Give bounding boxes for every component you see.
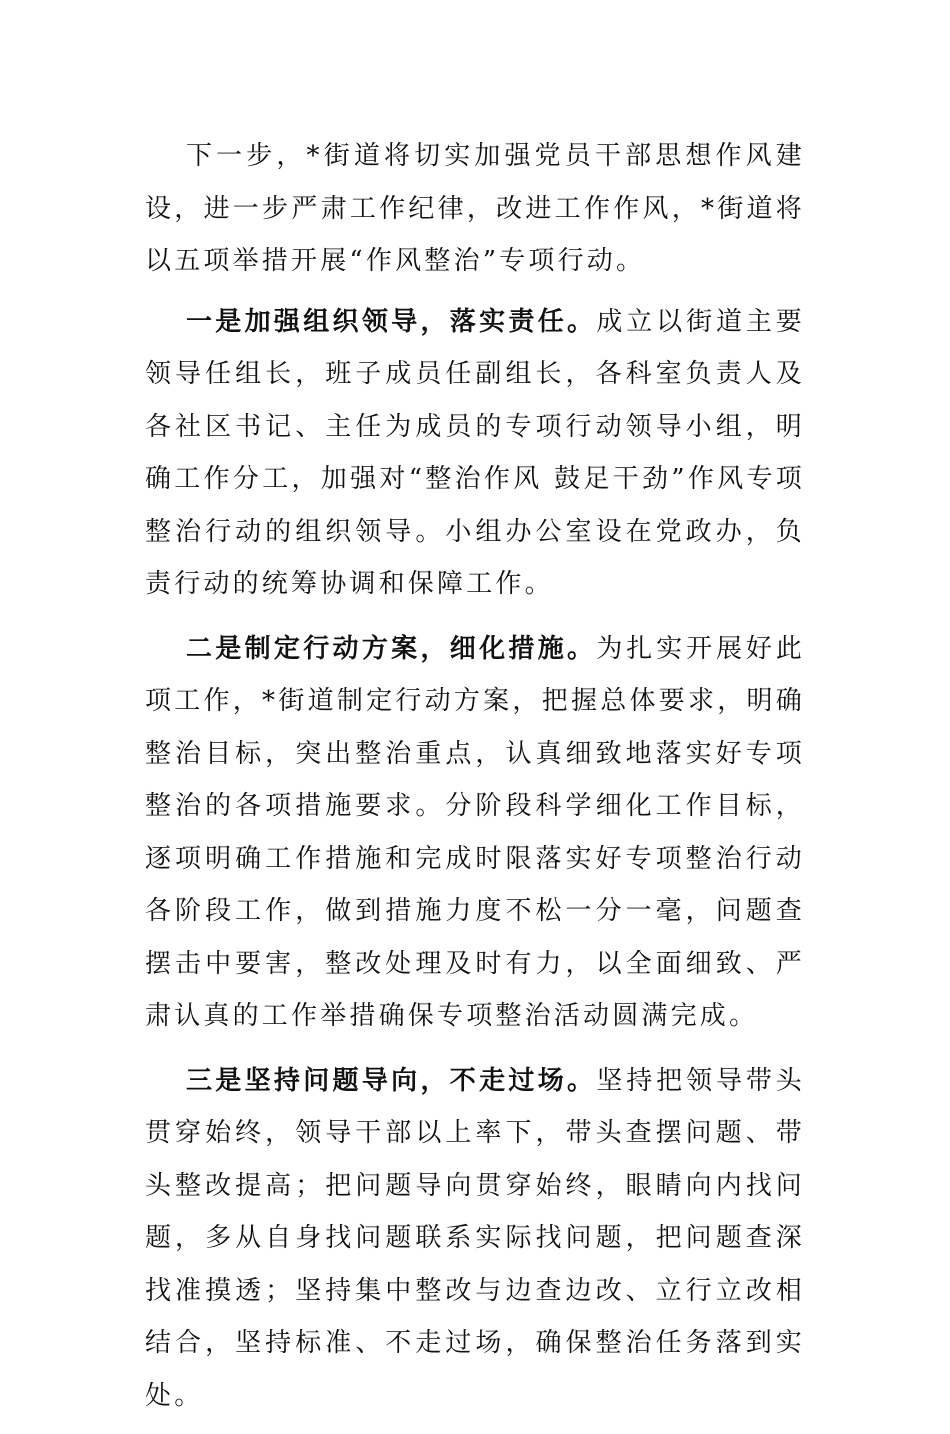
paragraph-measure-1: [145, 296, 805, 611]
paragraph-text: 下一步，*街道将切实加强党员干部思想作风建设，进一步严肃工作纪律，改进工作作风，*街道将以五项举措开展“作风整治”专项行动。: [145, 141, 805, 276]
paragraph-lead: 二是制定行动方案，细化措施。: [186, 633, 597, 664]
paragraph-text: 坚持把领导带头贯穿始终，领导干部以上率下，带头查摆问题、带头整改提高；把问题导向贯穿始终，眼睛向内找问题，多从自身找问题联系实际找问题，把问题查深找准摸透；坚持集中整改与边查边改、立行立改相结合，坚持标准、不走过场，确保整治任务落到实处。: [145, 1065, 806, 1411]
paragraph-measure-3: [145, 1055, 805, 1423]
paragraph-intro: [145, 130, 805, 288]
document-body: [145, 130, 805, 1434]
paragraph-measure-2: [145, 623, 805, 1043]
paragraph-lead: 一是加强组织领导，落实责任。: [186, 306, 597, 337]
paragraph-text: 为扎实开展好此项工作，*街道制定行动方案，把握总体要求，明确整治目标，突出整治重点，认真细致地落实好专项整治的各项措施要求。分阶段科学细化工作目标，逐项明确工作措施和完成时限落实好专项整治行动各阶段工作，做到措施力度不松一分一毫，问题查摆击中要害，整改处理及时有力，以全面细致、严肃认真的工作举措确保专项整治活动圆满完成。: [145, 633, 806, 1031]
paragraph-lead: 三是坚持问题导向，不走过场。: [186, 1065, 597, 1096]
paragraph-text: 成立以街道主要领导任组长，班子成员任副组长，各科室负责人及各社区书记、主任为成员的专项行动领导小组，明确工作分工，加强对“整治作风 鼓足干劲”作风专项整治行动的组织领导。小组办公室设在党政办，负责行动的统筹协调和保障工作。: [145, 306, 806, 599]
